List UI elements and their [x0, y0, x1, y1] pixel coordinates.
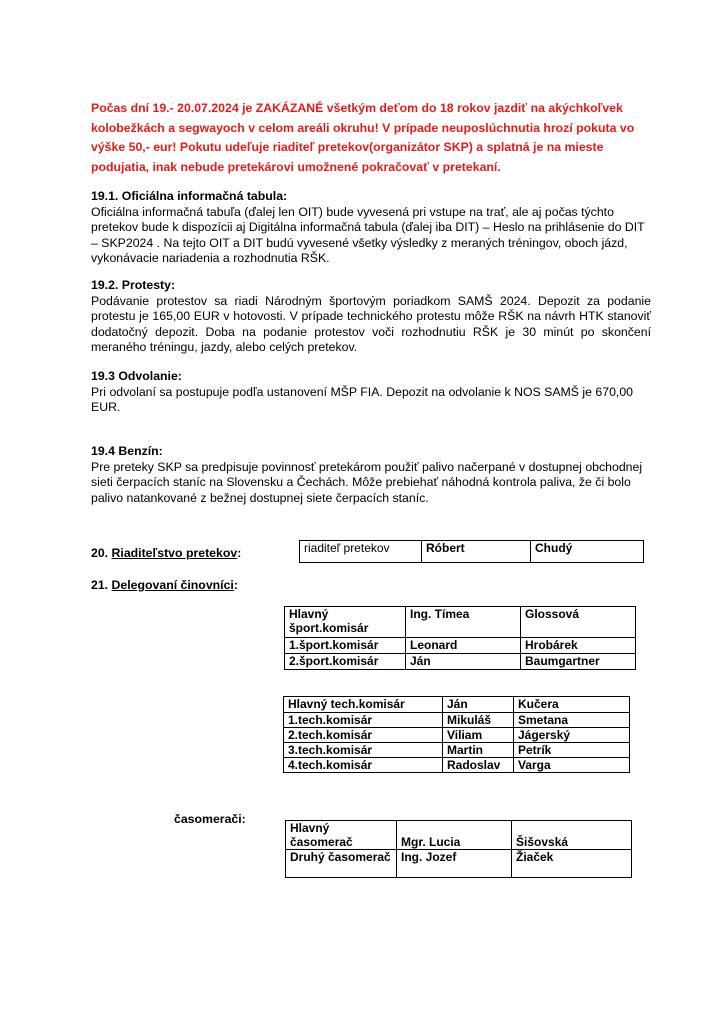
- section-number: 20.: [91, 546, 112, 560]
- section-colon: :: [233, 578, 238, 592]
- children-ban-notice: Počas dní 19.- 20.07.2024 je ZAKÁZANÉ všetkým deťom do 18 rokov jazdiť na akýchkoľvek kolobežkách a segwayoch v celom areáli okruhu! V prípade neuposlúchnutia hrozí pokuta vo výške 50,- eur! Pokutu udeľuje riaditeľ pretekov(organizátor SKP) a splatná je na mieste podujatia, inak nebude pretekárovi umožnené pokračovať v pretekaní.: [91, 101, 635, 174]
- last-name-cell: Petrík: [514, 743, 630, 758]
- first-name-cell: Ing. Jozef: [397, 850, 512, 878]
- table-row: [300, 541, 644, 563]
- table-row: [285, 654, 636, 670]
- sport-commissioners-table: [284, 606, 636, 670]
- section-label: Riaditeľstvo pretekov: [111, 546, 238, 560]
- last-name-cell: Hrobárek: [521, 638, 636, 654]
- timekeepers-table: [285, 820, 632, 878]
- role-cell: Hlavný šport.komisár: [285, 607, 406, 638]
- section-body: Podávanie protestov sa riadi Národným športovým poriadkom SAMŠ 2024. Depozit za podanie protestu je 165,00 EUR v hotovosti. V prípade technického protestu môže RŠK na návrh HTK stanoviť dodatočný depozit. Doba na podanie protestov voči rozhodnutiu RŠK je 30 minút po skončení meraného tréningu, jazdy, alebo celých pretekov.: [91, 293, 651, 355]
- table-row: [284, 743, 630, 758]
- first-name-cell: Leonard: [406, 638, 521, 654]
- last-name-cell: Smetana: [514, 713, 630, 728]
- role-cell: Druhý časomerač: [286, 850, 397, 878]
- section-label: Delegovaní činovníci: [111, 578, 234, 592]
- section-colon: :: [237, 546, 242, 560]
- role-cell: 1.šport.komisár: [285, 638, 406, 654]
- first-name-cell: Ing. Tímea: [406, 607, 521, 638]
- timekeepers-label: časomerači:: [174, 812, 246, 826]
- last-name-cell: Chudý: [531, 541, 644, 563]
- role-cell: riaditeľ pretekov: [300, 541, 422, 563]
- last-name-cell: Baumgartner: [521, 654, 636, 670]
- role-cell: 2.tech.komisár: [284, 728, 443, 743]
- last-name-cell: Jágerský: [514, 728, 630, 743]
- first-name-cell: Viliam: [443, 728, 514, 743]
- section-body: Oficiálna informačná tabuľa (ďalej len OIT) bude vyvesená pri vstupe na trať, ale aj počas týchto pretekov bude k dispozícii aj Digitálna informačná tabula (ďalej iba DIT) – Heslo na prihlásenie do DIT – SKP2024 . Na tejto OIT a DIT budú vyvesené všetky výsledky z meraných tréningov, oboch jázd, vykonávacie nariadenia a rozhodnutia RŠK.: [91, 204, 645, 266]
- first-name-cell: Ján: [443, 697, 514, 713]
- section-body: Pri odvolaní sa postupuje podľa ustanovení MŠP FIA. Depozit na odvolanie k NOS SAMŠ je 670,00 EUR.: [91, 384, 634, 415]
- role-cell: 3.tech.komisár: [284, 743, 443, 758]
- table-row: [285, 638, 636, 654]
- role-cell: Hlavný tech.komisár: [284, 697, 443, 713]
- tech-commissioners-table: [283, 696, 630, 773]
- section-number: 21.: [91, 578, 112, 592]
- first-name-cell: Ján: [406, 654, 521, 670]
- table-row: [284, 758, 630, 773]
- section-title: 19.3 Odvolanie:: [91, 369, 182, 383]
- role-cell: 1.tech.komisár: [284, 713, 443, 728]
- section-title: 19.2. Protesty:: [91, 278, 176, 292]
- table-row: [284, 713, 630, 728]
- section-21-heading: [91, 578, 238, 592]
- role-cell: Hlavný časomerač: [286, 821, 397, 850]
- last-name-cell: Žiaček: [512, 850, 632, 878]
- last-name-cell: Glossová: [521, 607, 636, 638]
- role-cell: 4.tech.komisár: [284, 758, 443, 773]
- section-19-2: [91, 278, 651, 356]
- role-cell: 2.šport.komisár: [285, 654, 406, 670]
- section-title: 19.4 Benzín:: [91, 444, 163, 458]
- director-table: [299, 540, 644, 563]
- table-row: [285, 607, 636, 638]
- table-row: [286, 821, 632, 850]
- last-name-cell: Varga: [514, 758, 630, 773]
- section-body: Pre preteky SKP sa predpisuje povinnosť pretekárom použiť palivo načerpané v dostupnej obchodnej sieti čerpacích staníc na Slovensku a Čechách. Môže prebiehať náhodná kontrola paliva, že či bolo palivo natankované z bežnej dostupnej siete čerpacích staníc.: [91, 459, 643, 505]
- section-20-heading: [91, 546, 241, 560]
- first-name-cell: Mgr. Lucia: [397, 821, 512, 850]
- first-name-cell: Mikuláš: [443, 713, 514, 728]
- last-name-cell: Kučera: [514, 697, 630, 713]
- last-name-cell: Šišovská: [512, 821, 632, 850]
- first-name-cell: Radoslav: [443, 758, 514, 773]
- section-19-4: [91, 444, 651, 506]
- table-row: [286, 850, 632, 878]
- first-name-cell: Martin: [443, 743, 514, 758]
- section-title: 19.1. Oficiálna informačná tabula:: [91, 189, 288, 203]
- table-row: [284, 697, 630, 713]
- first-name-cell: Róbert: [422, 541, 531, 563]
- section-19-1: [91, 189, 651, 267]
- section-19-3: [91, 369, 651, 416]
- table-row: [284, 728, 630, 743]
